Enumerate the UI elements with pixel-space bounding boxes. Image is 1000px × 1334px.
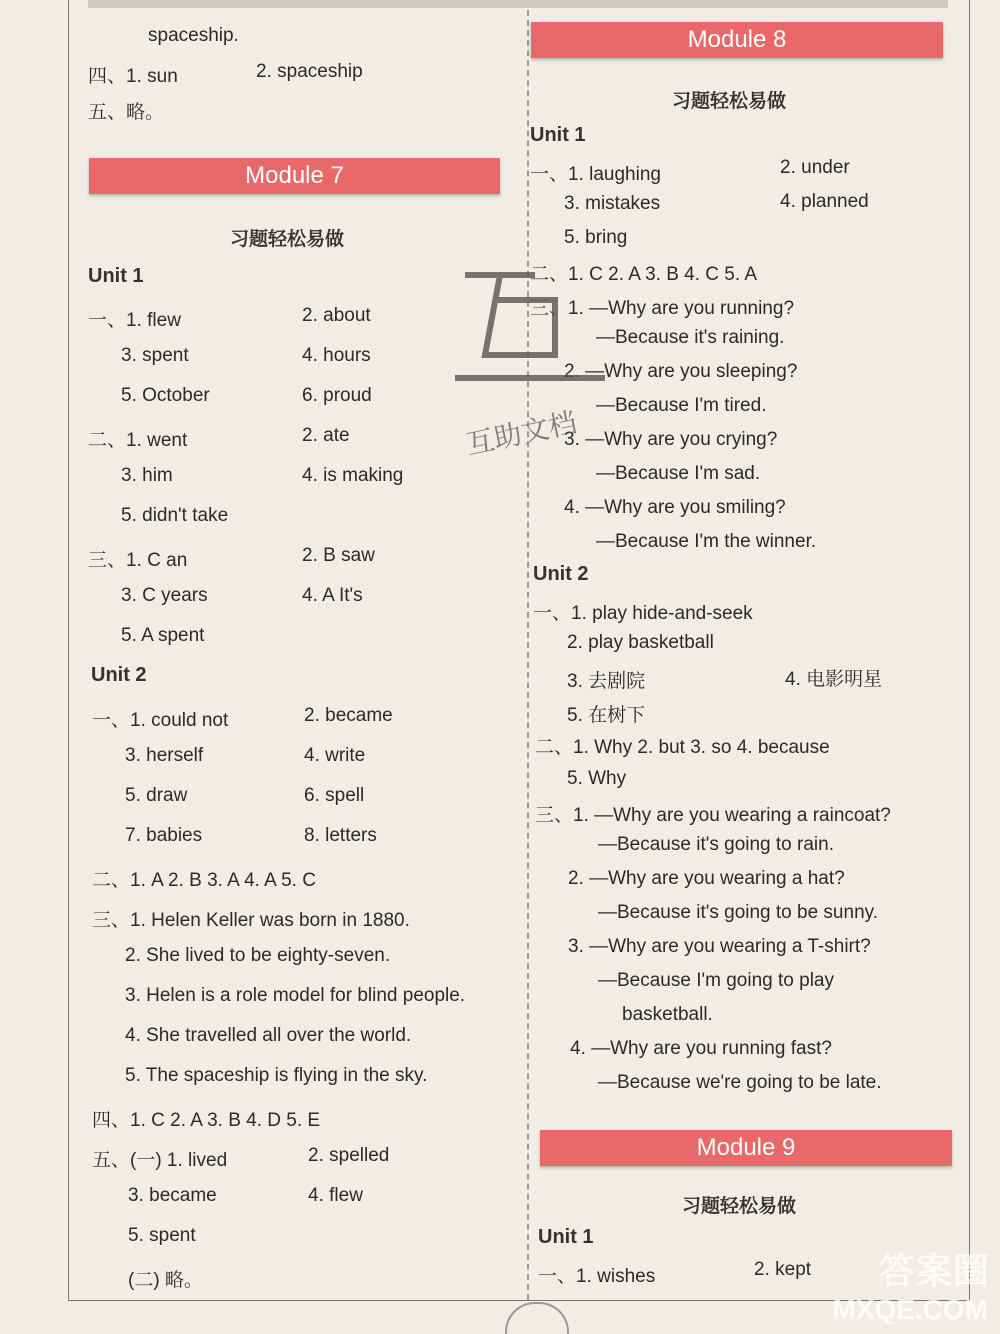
- left-answer-line: 四、1. C 2. A 3. B 4. D 5. E: [92, 1110, 321, 1131]
- left-answer-line: 2. about: [302, 305, 371, 326]
- section-title-module9: 习题轻松易做: [682, 1195, 797, 1217]
- left-answer-line: 2. became: [304, 705, 393, 726]
- watermark-url: [832, 1294, 988, 1326]
- watermark-logo: [879, 1243, 990, 1294]
- left-answer-line: 一、1. could not: [92, 710, 229, 731]
- left-answer-line: 4. flew: [308, 1185, 363, 1206]
- right-answer-line: —Because I'm sad.: [596, 463, 761, 484]
- right-answer-line: —Because it's going to rain.: [598, 834, 834, 855]
- column-divider: [527, 10, 529, 1300]
- unit-2-left: Unit 2: [91, 664, 147, 686]
- left-answer-line: 5. didn't take: [121, 505, 229, 526]
- right-answer-line: basketball.: [622, 1004, 713, 1025]
- unit-2-right: Unit 2: [533, 563, 589, 585]
- unit-1-module9: Unit 1: [538, 1226, 594, 1248]
- left-answer-line: 6. proud: [302, 385, 372, 406]
- left-answer-line: 2. B saw: [302, 545, 375, 566]
- module-7-title: Module 7: [245, 162, 344, 189]
- right-answer-line: 一、1. laughing: [530, 164, 661, 185]
- right-answer-line: 二、1. C 2. A 3. B 4. C 5. A: [530, 264, 758, 285]
- stamp-logo: [455, 260, 615, 460]
- right-answer-line: 5. Why: [567, 768, 627, 789]
- right-answer-line: 2. —Why are you sleeping?: [564, 361, 798, 382]
- module-9-banner: [540, 1130, 952, 1166]
- left-answer-line: 5. The spaceship is flying in the sky.: [125, 1065, 428, 1086]
- left-answer-line: 5. October: [121, 385, 210, 406]
- right-answer-line: —Because I'm tired.: [596, 395, 767, 416]
- right-answer-line: 一、1. play hide-and-seek: [533, 603, 753, 624]
- right-answer-line: 2. —Why are you wearing a hat?: [568, 868, 845, 889]
- left-answer-line: (二) 略。: [128, 1270, 203, 1291]
- left-answer-line: 4. hours: [302, 345, 371, 366]
- right-answer-line: —Because it's raining.: [596, 327, 785, 348]
- right-answer-line: —Because we're going to be late.: [598, 1072, 882, 1093]
- left-answer-line: 6. spell: [304, 785, 365, 806]
- right-answer-line: —Because I'm the winner.: [596, 531, 817, 552]
- left-answer-line: 3. him: [121, 465, 173, 486]
- left-answer-line: 4. A It's: [302, 585, 363, 606]
- right-answer-line: 4. 电影明星: [785, 669, 883, 690]
- right-answer-line: 3. —Why are you wearing a T-shirt?: [568, 936, 871, 957]
- right-answer-line: 2. play basketball: [567, 632, 714, 653]
- stamp-text: 互助文档: [463, 405, 580, 460]
- right-answer-line: 3. —Why are you crying?: [564, 429, 778, 450]
- watermark-text: 答案圈: [878, 1250, 990, 1291]
- right-answer-line: —Because I'm going to play: [598, 970, 834, 991]
- left-answer-line: 一、1. flew: [88, 310, 181, 331]
- left-top-line: 五、略。: [88, 102, 165, 123]
- module-9-title: Module 9: [696, 1134, 796, 1161]
- left-answer-line: 5. spent: [128, 1225, 196, 1246]
- page-number-tab: [505, 1302, 569, 1334]
- right-answer-line: 5. bring: [564, 227, 628, 248]
- unit-1-left: Unit 1: [88, 265, 144, 287]
- left-answer-line: 三、1. C an: [88, 550, 188, 571]
- left-top-line: spaceship.: [148, 25, 239, 46]
- left-answer-line: 三、1. Helen Keller was born in 1880.: [92, 910, 410, 931]
- right-answer-line: 5. 在树下: [567, 705, 646, 726]
- module-8-banner: [531, 22, 943, 58]
- left-answer-line: 2. spelled: [308, 1145, 390, 1166]
- right-answer-line: 4. —Why are you smiling?: [564, 497, 786, 518]
- right-answer-line: —Because it's going to be sunny.: [598, 902, 878, 923]
- right-answer-line: 4. planned: [780, 191, 869, 212]
- left-answer-line: 二、1. went: [88, 430, 188, 451]
- left-answer-line: 2. ate: [302, 425, 350, 446]
- left-top-line: 四、1. sun: [88, 66, 178, 87]
- module-8-title: Module 8: [687, 26, 787, 53]
- right-answer-line: 二、1. Why 2. but 3. so 4. because: [535, 737, 830, 758]
- left-answer-line: 4. She travelled all over the world.: [125, 1025, 412, 1046]
- left-answer-line: 4. is making: [302, 465, 404, 486]
- right-answer-line: 3. mistakes: [564, 193, 661, 214]
- section-title-right: 习题轻松易做: [672, 90, 787, 112]
- left-answer-line: 二、1. A 2. B 3. A 4. A 5. C: [92, 870, 316, 891]
- left-answer-line: 8. letters: [304, 825, 377, 846]
- right-answer-line: 2. kept: [754, 1259, 812, 1280]
- left-answer-line: 3. herself: [125, 745, 204, 766]
- module-7-banner: [89, 158, 500, 194]
- right-answer-line: 三、1. —Why are you wearing a raincoat?: [535, 805, 891, 826]
- left-answer-line: 3. became: [128, 1185, 217, 1206]
- left-answer-line: 五、(一) 1. lived: [92, 1150, 228, 1171]
- left-answer-line: 5. A spent: [121, 625, 205, 646]
- right-answer-line: 三、1. —Why are you running?: [530, 298, 795, 319]
- left-answer-line: 7. babies: [125, 825, 203, 846]
- watermark-sub-text: MXQE.COM: [832, 1294, 988, 1325]
- left-answer-line: 3. spent: [121, 345, 189, 366]
- left-answer-line: 4. write: [304, 745, 366, 766]
- section-title-left: 习题轻松易做: [230, 228, 345, 250]
- right-answer-line: 一、1. wishes: [538, 1266, 656, 1287]
- right-answer-line: 3. 去剧院: [567, 671, 646, 692]
- left-answer-line: 5. draw: [125, 785, 188, 806]
- right-answer-line: 4. —Why are you running fast?: [570, 1038, 832, 1059]
- right-answer-line: 2. under: [780, 157, 850, 178]
- left-top-line: 2. spaceship: [256, 61, 363, 82]
- left-answer-line: 3. C years: [121, 585, 208, 606]
- left-answer-line: 3. Helen is a role model for blind people.: [125, 985, 466, 1006]
- left-answer-line: 2. She lived to be eighty-seven.: [125, 945, 391, 966]
- unit-1-right: Unit 1: [530, 124, 586, 146]
